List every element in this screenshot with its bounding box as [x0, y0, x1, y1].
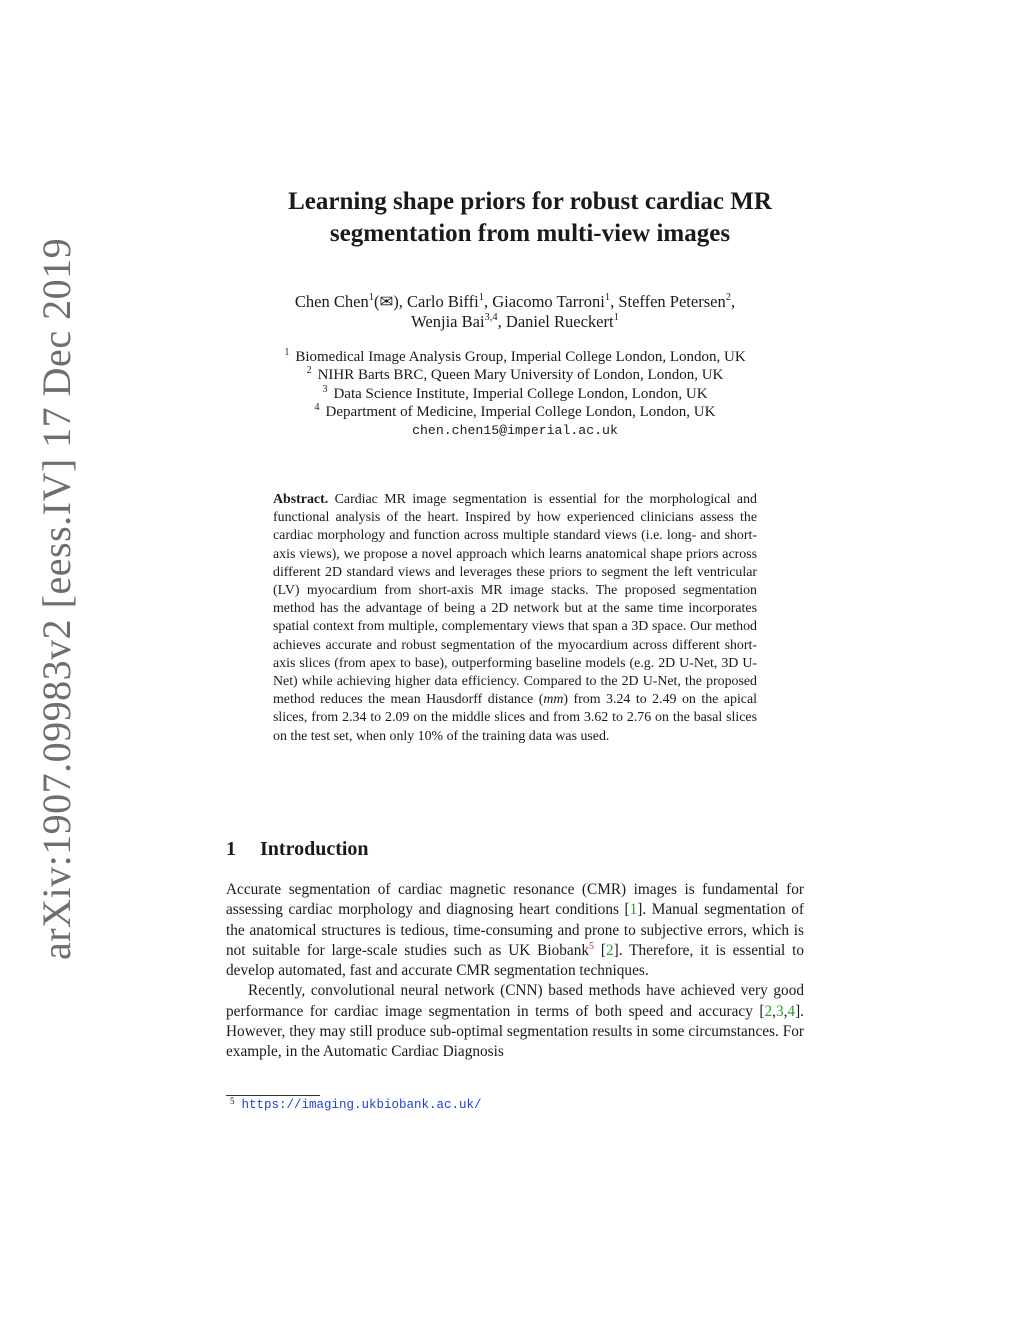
citation-link[interactable]: 1 [629, 901, 638, 919]
paragraph [226, 880, 804, 981]
author-name: Steffen Petersen [618, 292, 726, 311]
footnote-mark[interactable]: 5 [589, 940, 595, 952]
author-email[interactable]: chen.chen15@imperial.ac.uk [412, 422, 618, 438]
affiliation-sup: 2 [306, 365, 312, 377]
abstract-unit: mm [543, 692, 564, 708]
paragraph-text: ]. However, they may still produce sub-optimal segmentation results in some circumstances. For example, in the Automatic Cardiac Diagnosis [226, 1002, 804, 1061]
author-name: Daniel Rueckert [505, 312, 614, 331]
title-line-1: Learning shape priors for robust cardiac MR [288, 188, 772, 215]
paper-title [180, 186, 880, 250]
paragraph-text: [ [594, 941, 606, 959]
author-affil-sup: 3,4 [484, 312, 498, 323]
arxiv-identifier-sidebar: arXiv:1907.09983v2 [eess.IV] 17 Dec 2019 [34, 237, 79, 960]
paragraph-text: ]. Therefore, it is essential to develop automated, fast and accurate CMR segmentation techniques. [226, 941, 804, 980]
author-name: Giacomo Tarroni [492, 292, 605, 311]
affiliation-sup: 4 [314, 402, 320, 414]
abstract-text: Cardiac MR image segmentation is essential for the morphological and functional analysis of the heart. Inspired by how experienced clinicians assess the cardiac morphology and function across multiple standard views (i.e. long- and short-axis views), we propose a novel approach which learns anatomical shape priors across different 2D standard views and leverages these priors to segment the left ventricular (LV) myocardium from short-axis MR image stacks. The proposed segmentation method has the advantage of being a 2D network but at the same time incorporates spatial context from multiple, complementary views that span a 3D space. Our method achieves accurate and robust segmentation of the myocardium across different short-axis slices (from apex to base), outperforming baseline models (e.g. 2D U-Net, 3D U-Net) while achieving higher data efficiency. Compared to the 2D U-Net, the proposed method reduces the mean Hausdorff distance ( [273, 492, 757, 708]
author-affil-sup: 1 [604, 292, 611, 303]
citation-link[interactable]: 2 [606, 941, 614, 959]
title-line-2: segmentation from multi-view images [329, 220, 731, 247]
author-affil-sup: 1 [478, 292, 484, 303]
affiliation-sup: 1 [284, 347, 290, 358]
abstract [273, 491, 757, 746]
author-name: Carlo Biffi [407, 292, 479, 311]
introduction-body [226, 880, 804, 1063]
affiliation-item [200, 403, 830, 421]
mail-icon: ✉ [379, 292, 394, 311]
author-line-1: Chen Chen$^1$(✉), Carlo Biffi$^1$, Giacomo Tarroni$^1$, Steffen Petersen$^2$, [294, 292, 736, 311]
author-line-2: Wenjia Bai$^{3,4}$, Daniel Rueckert$^1$ [411, 312, 619, 331]
footnote-url-link[interactable]: https://imaging.ukbiobank.ac.uk/ [241, 1098, 482, 1112]
author-name: Wenjia Bai [411, 312, 485, 331]
paragraph: Recently, convolutional neural network (CNN) based methods have achieved very good performance for cardiac image segmentation in terms of both speed and accuracy [2,3,4]. However, they may still produce sub-optimal segmentation results in some circumstances. For example, in the Automatic Cardiac Diagnosis [226, 982, 804, 1061]
author-list [150, 292, 880, 332]
affiliation-text: NIHR Barts BRC, Queen Mary University of London, London, UK [317, 367, 724, 384]
affiliation-list [200, 348, 830, 440]
affiliation-text: Biomedical Image Analysis Group, Imperial College London, London, UK [295, 349, 746, 365]
author-affil-sup: 1 [613, 312, 619, 323]
citation-link[interactable]: 3 [775, 1002, 784, 1020]
affiliation-item [200, 348, 830, 366]
abstract-label: Abstract. [273, 492, 329, 507]
affiliation-item [200, 366, 830, 384]
affiliation-item [200, 385, 830, 403]
author-affil-sup: 2 [725, 292, 731, 303]
citation-link[interactable]: 2 [764, 1002, 773, 1020]
section-number: 1 [226, 838, 236, 860]
author-affil-sup: 1 [368, 292, 374, 303]
section-title: Introduction [260, 838, 369, 860]
author-name: Chen Chen [294, 292, 369, 311]
affiliation-text: Data Science Institute, Imperial College London, London, UK [333, 385, 708, 402]
paragraph-text: Recently, convolutional neural network (CNN) based methods have achieved very good performance for cardiac image segmentation in terms of both speed and accuracy [ [226, 982, 804, 1020]
section-heading [226, 838, 369, 861]
paragraph-text: Accurate segmentation of cardiac magnetic resonance (CMR) images is fundamental for assessing cardiac morphology and diagnosing heart conditions [ [226, 881, 804, 919]
citation-link[interactable]: 4 [787, 1002, 796, 1020]
footnote [230, 1096, 482, 1112]
footnote-number: 5 [230, 1096, 235, 1106]
affiliation-text: Department of Medicine, Imperial College London, London, UK [325, 404, 716, 421]
paragraph-text: ]. Manual segmentation of the anatomical structures is tedious, time-consuming and prone to subjective errors, which is not suitable for large-scale studies such as UK Biobank [226, 901, 804, 959]
affiliation-sup: 3 [322, 383, 328, 395]
abstract-text: ) from 3.24 to 2.49 on the apical slices, from 2.34 to 2.09 on the middle slices and from 3.62 to 2.76 on the basal slices on the test set, when only 10% of the training data was used. [273, 692, 757, 744]
